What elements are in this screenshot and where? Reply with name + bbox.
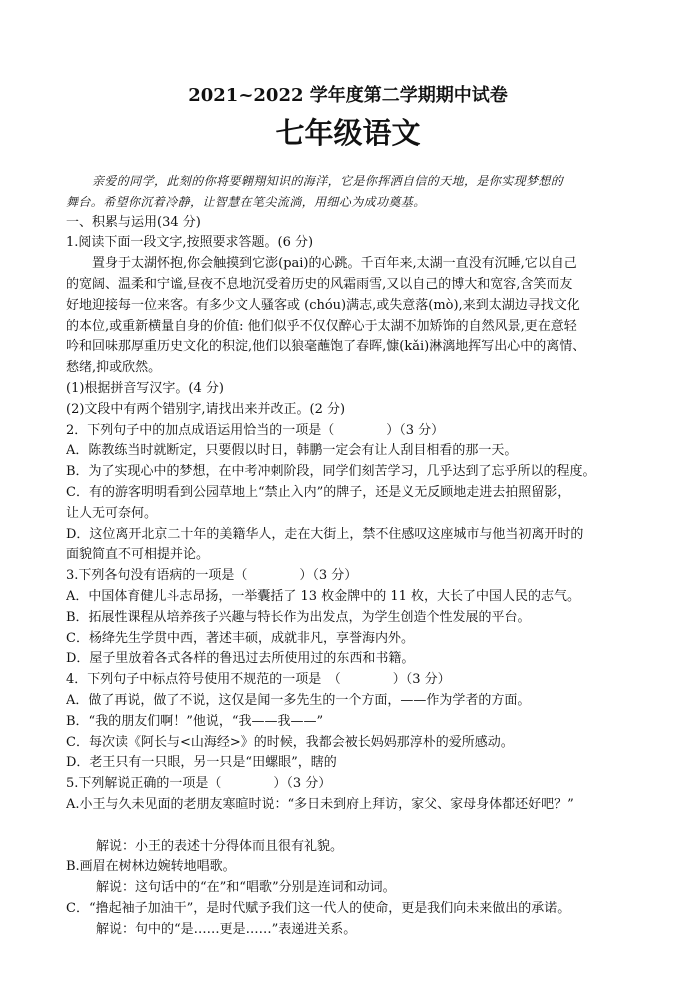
question-5-option-a-note: 解说：小王的表述十分得体而且很有礼貌。 bbox=[96, 838, 344, 854]
question-4-stem: 4．下列句子中标点符号使用不规范的一项是 （ ）（3 分） bbox=[66, 672, 451, 688]
question-2-stem: 2．下列句子中的加点成语运用恰当的一项是（ ）（3 分） bbox=[66, 422, 445, 438]
question-3-option-b: B．拓展性课程从培养孩子兴趣与特长作为出发点，为学生创造个性发展的平台。 bbox=[66, 609, 531, 625]
question-3-option-a: A．中国体育健儿斗志昂扬，一举囊括了 13 枚金牌中的 11 枚，大长了中国人民的志气。 bbox=[66, 588, 581, 604]
question-2-option-a: A．陈教练当时就断定，只要假以时日，韩鹏一定会有让人刮目相看的那一天。 bbox=[66, 443, 518, 459]
question-4-option-a: A．做了再说，做了不说，这仅是闻一多先生的一个方面，——作为学者的方面。 bbox=[66, 692, 531, 708]
exam-body bbox=[66, 171, 632, 940]
question-5-option-c: C．“撸起袖子加油干”，是时代赋予我们这一代人的使命，更是我们向未来做出的承诺。 bbox=[66, 900, 571, 916]
question-2-option-d-cont: 面貌简直不可相提并论。 bbox=[66, 547, 210, 563]
intro-line: 亲爱的同学，此刻的你将要翱翔知识的海洋，它是你挥洒自信的天地，是你实现梦想的 bbox=[92, 174, 564, 188]
passage-line: 愁绪,抑或欣然。 bbox=[66, 360, 162, 376]
intro-line: 舞台。希望你沉着冷静，让智慧在笔尖流淌，用细心为成功奠基。 bbox=[66, 194, 426, 209]
passage-line: 的本位,或重新横量自身的价值: 他们似乎不仅仅醉心于太湖不加矫饰的自然风景,更在意轻 bbox=[66, 318, 577, 334]
question-1-sub-2: (2)文段中有两个错别字,请找出来并改正。(2 分) bbox=[66, 401, 346, 417]
question-5-stem: 5.下列解说正确的一项是（ ）（3 分） bbox=[66, 776, 332, 792]
question-1-stem: 1.阅读下面一段文字,按照要求答题。(6 分) bbox=[66, 235, 314, 251]
exam-subject-title: 七年级语文 bbox=[275, 116, 421, 150]
passage-line: 好地迎接每一位来客。有多少文人骚客或 (chóu)满志,或失意落(mò),来到太湖边寻找文化 bbox=[66, 297, 580, 313]
question-2-option-b: B．为了实现心中的梦想，在中考冲刺阶段，同学们刻苦学习，几乎达到了忘乎所以的程度。 bbox=[66, 464, 596, 480]
question-2-option-c-cont: 让人无可奈何。 bbox=[66, 505, 158, 521]
question-2-option-c: C．有的游客明明看到公园草地上“禁止入内”的牌子，还是义无反顾地走进去拍照留影， bbox=[66, 484, 571, 500]
question-4-option-c: C．每次读《阿长与<山海经>》的时候，我都会被长妈妈那淳朴的爱所感动。 bbox=[66, 734, 514, 750]
passage-line: 的宽阔、温柔和宁谧,昼夜不息地沉受着历史的风霜雨雪,又以自己的博大和宽容,含笑而友 bbox=[66, 276, 573, 292]
question-5-option-b: B.画眉在树林边婉转地唱歌。 bbox=[66, 859, 236, 875]
question-3-option-c: C．杨绛先生学贯中西，著述丰硕，成就非凡，享誉海内外。 bbox=[66, 630, 414, 646]
question-4-option-d: D．老王只有一只眼，另一只是“田螺眼”，瞎的 bbox=[66, 755, 337, 771]
passage-line: 吟和回味那厚重历史文化的积淀,他们以狼毫蘸饱了春晖,慷(kǎi)淋漓地挥写出心中的离情、 bbox=[66, 339, 586, 355]
exam-title: 2021~2022 学年度第二学期期中试卷 bbox=[188, 85, 508, 106]
section-heading: 一、积累与运用(34 分) bbox=[66, 214, 201, 230]
question-5-option-c-note: 解说：句中的“是……更是……”表递进关系。 bbox=[96, 921, 357, 937]
question-5-option-a: A.小王与久未见面的老朋友寒暄时说：“多日未到府上拜访，家父、家母身体都还好吧？” bbox=[66, 796, 574, 812]
question-1-sub-1: (1)根据拼音写汉字。(4 分) bbox=[66, 380, 224, 396]
question-4-option-b: B．“我的朋友们啊！”他说，“我——我——” bbox=[66, 713, 324, 729]
question-5-option-b-note: 解说：这句话中的“在”和“唱歌”分别是连词和动词。 bbox=[96, 880, 396, 896]
passage-line: 置身于太湖怀抱,你会触摸到它澎(pai)的心跳。千百年来,太湖一直没有沉睡,它以自己 bbox=[92, 256, 577, 272]
question-3-stem: 3.下列各句没有语病的一项是（ ）（3 分） bbox=[66, 568, 358, 584]
blank-line bbox=[66, 816, 632, 837]
question-2-option-d: D．这位离开北京二十年的美籍华人，走在大街上，禁不住感叹这座城市与他当初离开时的 bbox=[66, 526, 584, 542]
question-3-option-d: D．屋子里放着各式各样的鲁迅过去所使用过的东西和书籍。 bbox=[66, 651, 415, 667]
